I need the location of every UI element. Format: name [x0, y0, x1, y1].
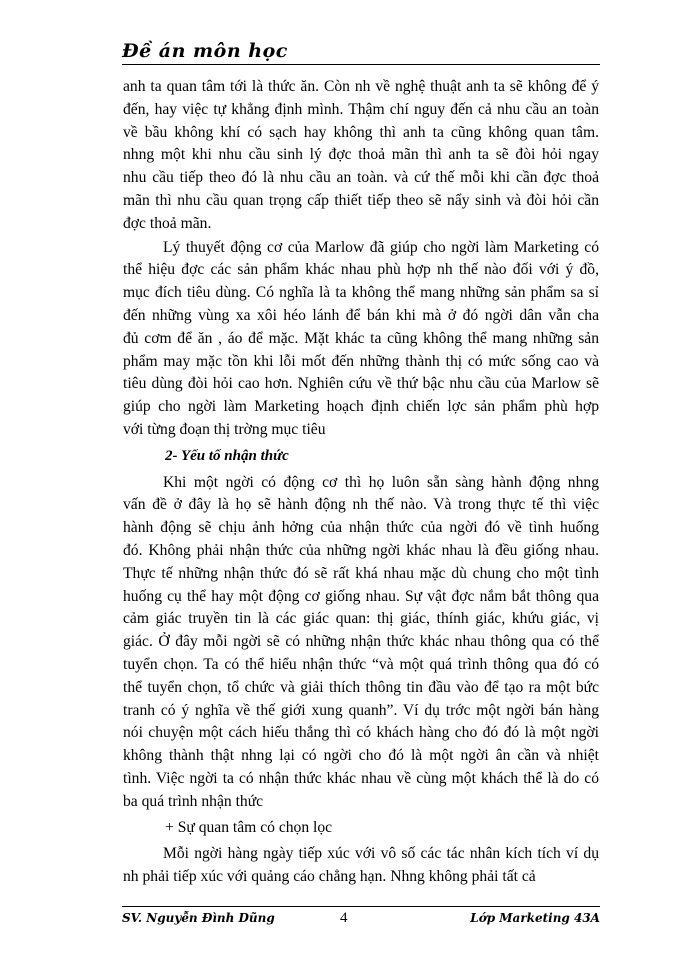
- text-line: giúp cho ngời làm Marketing hoạch định chiến lợc sản phẩm phù hợp: [123, 398, 599, 416]
- text-line: mãn thì nhu cầu quan trọng cấp thiết tiếp theo sẽ nẩy sinh và đòi hỏi cần: [123, 191, 599, 209]
- text-line: Khi một ngời có động cơ thì họ luôn sẵn sàng hành động nhng: [163, 473, 599, 491]
- header-title: Đề án môn học: [122, 40, 288, 62]
- text-line: với từng đoạn thị trờng mục tiêu: [123, 420, 326, 438]
- text-line: tiêu dùng đòi hỏi cao hơn. Nghiên cứu về thứ bậc nhu cầu của Marlow sẽ: [123, 375, 599, 393]
- text-line: thể tuyển chọn, tổ chức và giải thích thông tin đầu vào để tạo ra một bức: [123, 678, 599, 696]
- text-line: tuyển chọn. Ta có thể hiểu nhận thức “và một quá trình thông qua đó có: [123, 655, 599, 673]
- text-line: nh phải tiếp xúc với quảng cáo chẳng hạn. Nhng không phải tất cả: [123, 868, 536, 886]
- text-line: tranh có ý nghĩa về thế giới xung quanh”. Ví dụ trớc một ngời bán hàng: [123, 701, 599, 719]
- text-line: anh ta quan tâm tới là thức ăn. Còn nh về nghệ thuật anh ta sẽ không để ý: [123, 78, 599, 95]
- text-line: đủ cơm để ăn , áo để mặc. Mặt khác ta cũng không thể mang những sản: [123, 329, 599, 347]
- paragraph-group-3: [123, 843, 599, 889]
- text-line: nhu cầu tiếp theo đó là nhu cầu an toàn. và cứ thế mỗi khi cần đợc thoả: [123, 169, 599, 187]
- text-line: về bầu không khí có sạch hay không thì anh ta cũng không quan tâm.: [123, 123, 599, 141]
- text-line: vấn đề ở đây là họ sẽ hành động nh thế nào. Và trong thực tế thì việc: [123, 496, 599, 514]
- text-line: nói chuyện một cách hiếu thắng thì có khách hàng cho đó đó là một ngời: [123, 724, 599, 742]
- text-line: Thực tế những nhận thức đó sẽ rất khá nhau mặc dù chung cho một tình: [123, 564, 599, 582]
- text-line: huống cụ thể hay một động cơ giống nhau. Sự vật đợc nắm bắt thông qua: [123, 587, 599, 605]
- paragraph-group-2: [123, 472, 599, 814]
- text-line: đến những vùng xa xôi héo lánh để bán khi mà ở đó ngời dân vẫn cha: [123, 306, 599, 324]
- text-line: ba quá trình nhận thức: [123, 792, 264, 810]
- section-heading: 2- Yếu tố nhận thức: [165, 447, 289, 464]
- text-line: cảm giác truyền tin là các giác quan: thị giác, thính giác, khứu giác, vị: [123, 610, 599, 628]
- text-line: tình. Việc ngời ta có nhận thức khác nhau về cùng một khách thể là do có: [123, 769, 599, 787]
- page-header: [122, 38, 600, 65]
- text-line: phẩm may mặc tồn khi lỗi mốt đến những thành thị có mức sống cao và: [123, 352, 599, 370]
- bullet-item: + Sự quan tâm có chọn lọc: [165, 818, 333, 836]
- text-line: thể hiệu đợc các sản phẩm khác nhau phù hợp nh thế nào đối với ý đồ,: [123, 261, 599, 279]
- text-line: đợc thoả mãn.: [123, 214, 212, 232]
- paragraph: [123, 237, 599, 442]
- footer-class: Lớp Marketing 43A: [470, 911, 600, 925]
- text-line: mục đích tiêu dùng. Có nghĩa là ta không thể mang những sản phẩm sa sỉ: [123, 284, 599, 302]
- page-number: 4: [340, 910, 348, 926]
- text-line: giác. Ở đây mỗi ngời sẽ có những nhận thức khác nhau thông qua có thể: [123, 633, 599, 651]
- paragraph-group-1: [123, 76, 599, 442]
- paragraph: [123, 843, 599, 889]
- document-body: [123, 76, 599, 890]
- text-line: đến, hay việc tự khẳng định mình. Thậm chí nguy đến cả nhu cầu an toàn: [123, 100, 599, 118]
- paragraph: [123, 76, 599, 236]
- footer-author: SV. Nguyễn Đình Dũng: [122, 911, 275, 925]
- text-line: đó. Không phải nhận thức của những ngời khác nhau là đều giống nhau.: [123, 541, 599, 559]
- text-line: hành động sẽ chịu ảnh hởng của nhận thức của ngời đó về tình huống: [123, 519, 599, 537]
- page-footer: [122, 906, 600, 931]
- paragraph: [123, 472, 599, 814]
- text-line: Mỗi ngời hàng ngày tiếp xúc với vô số các tác nhân kích tích ví dụ: [163, 845, 599, 863]
- text-line: Lý thuyết động cơ của Marlow đã giúp cho ngời làm Marketing có: [163, 238, 599, 256]
- text-line: không thành thật nhng lại có ngời cho đó là một ngời ân cần và nhiệt: [123, 747, 599, 765]
- text-line: nhng một khi nhu cầu sinh lý đợc thoả mãn thì anh ta sẽ đòi hỏi ngay: [123, 146, 599, 164]
